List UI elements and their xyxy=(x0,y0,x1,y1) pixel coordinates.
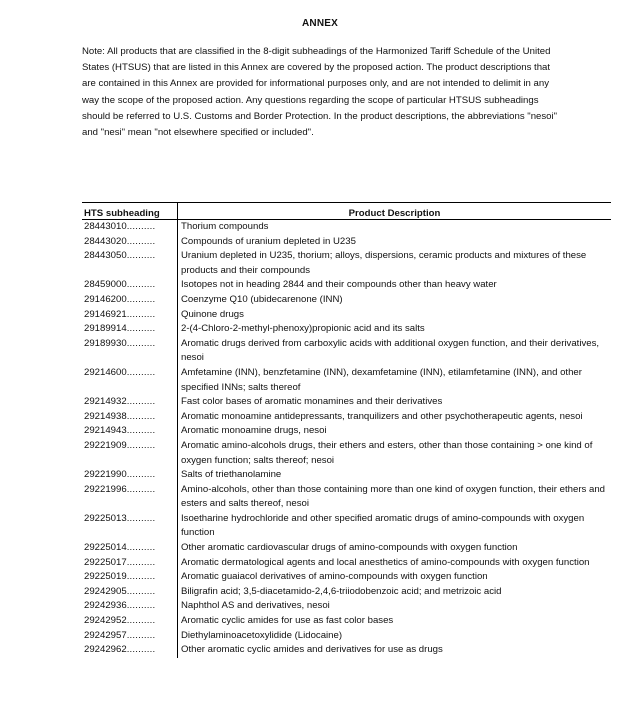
product-description: Aromatic cyclic amides for use as fast color bases xyxy=(181,615,394,627)
hts-code: 29221909 xyxy=(84,439,127,451)
hts-code: 29214943 xyxy=(84,425,127,437)
table-row xyxy=(82,599,611,614)
hts-code-cell xyxy=(82,337,178,366)
leader-dots: .......... xyxy=(126,542,156,554)
hts-code-cell xyxy=(82,395,178,410)
leader-dots: .......... xyxy=(126,469,156,481)
product-description: Diethylaminoacetoxylidide (Lidocaine) xyxy=(181,629,343,641)
table-row xyxy=(82,468,611,483)
product-description: Uranium depleted in U235, thorium; alloys, dispersions, ceramic products and mixtures of these products and their compounds xyxy=(181,250,587,276)
product-description: Thorium compounds xyxy=(181,221,269,232)
product-description: Isoetharine hydrochloride and other specified aromatic drugs of amino-compounds with oxygen function xyxy=(181,512,585,539)
table-row xyxy=(82,395,611,410)
leader-dots: .......... xyxy=(126,293,156,305)
hts-code-cell xyxy=(82,629,178,644)
table-row xyxy=(82,410,611,425)
table-row xyxy=(82,541,611,556)
hts-code: 28443050 xyxy=(84,250,127,262)
product-description: Amfetamine (INN), benzfetamine (INN), dexamfetamine (INN), etilamfetamine (INN), and other specified INNs; salts thereof xyxy=(181,366,582,393)
product-description: Quinone drugs xyxy=(181,308,244,320)
hts-code: 29225019 xyxy=(84,571,127,583)
hts-code: 29221996 xyxy=(84,483,127,495)
table-row xyxy=(82,278,611,293)
leader-dots: .......... xyxy=(126,629,156,641)
product-description: Biligrafin acid; 3,5-diacetamido-2,4,6-triiodobenzoic acid; and metrizoic acid xyxy=(181,585,502,597)
hts-code-cell xyxy=(82,322,178,337)
leader-dots: .......... xyxy=(126,439,156,451)
hts-code: 29242936 xyxy=(84,600,127,612)
hts-code-cell xyxy=(82,541,178,556)
table-row xyxy=(82,235,611,250)
leader-dots: .......... xyxy=(126,512,156,524)
hts-code-cell xyxy=(82,643,178,658)
product-description: Compounds of uranium depleted in U235 xyxy=(181,235,356,247)
table-row xyxy=(82,337,611,366)
hts-code-cell xyxy=(82,585,178,600)
table-row xyxy=(82,249,611,278)
header-hts-subheading: HTS subheading xyxy=(82,203,178,220)
leader-dots: .......... xyxy=(126,410,156,422)
hts-code: 29242952 xyxy=(84,615,127,627)
product-description: Amino-alcohols, other than those containing more than one kind of oxygen function, their ethers and esters and salts thereof, nesoi xyxy=(181,483,605,510)
leader-dots: .......... xyxy=(126,600,156,612)
hts-code: 29189914 xyxy=(84,323,127,335)
hts-table xyxy=(82,202,611,658)
hts-code-cell xyxy=(82,570,178,585)
table-body xyxy=(82,220,611,658)
leader-dots: .......... xyxy=(126,279,156,291)
product-description: Naphthol AS and derivatives, nesoi xyxy=(181,600,330,612)
table-row xyxy=(82,483,611,512)
hts-code-cell xyxy=(82,293,178,308)
table-row xyxy=(82,308,611,323)
table-row xyxy=(82,585,611,600)
annex-title: ANNEX xyxy=(301,18,338,29)
hts-code: 29225014 xyxy=(84,542,127,554)
hts-code-cell xyxy=(82,410,178,425)
leader-dots: .......... xyxy=(126,615,156,627)
leader-dots: .......... xyxy=(126,308,156,320)
hts-code: 29242957 xyxy=(84,629,127,641)
product-description: Aromatic monoamine drugs, nesoi xyxy=(181,425,327,437)
table-header-row xyxy=(82,203,611,220)
product-description: Other aromatic cardiovascular drugs of amino-compounds with oxygen function xyxy=(181,542,518,554)
leader-dots: .......... xyxy=(126,556,156,568)
leader-dots: .......... xyxy=(126,571,156,583)
hts-code-cell xyxy=(82,308,178,323)
leader-dots: .......... xyxy=(126,425,156,437)
hts-code: 29146921 xyxy=(84,308,127,320)
hts-code-cell xyxy=(82,468,178,483)
hts-code: 29242962 xyxy=(84,644,127,656)
table-row xyxy=(82,322,611,337)
product-description: Aromatic guaiacol derivatives of amino-compounds with oxygen function xyxy=(181,571,488,583)
table-row xyxy=(82,512,611,541)
table-row xyxy=(82,614,611,629)
hts-code: 28443010 xyxy=(84,221,127,232)
product-description: Salts of triethanolamine xyxy=(181,469,282,481)
table-row xyxy=(82,366,611,395)
hts-code-cell xyxy=(82,249,178,278)
table-row xyxy=(82,293,611,308)
product-description: 2-(4-Chloro-2-methyl-phenoxy)propionic acid and its salts xyxy=(181,323,425,335)
hts-code-cell xyxy=(82,366,178,395)
hts-code: 29146200 xyxy=(84,293,127,305)
product-description: Coenzyme Q10 (ubidecarenone (INN) xyxy=(181,293,343,305)
leader-dots: .......... xyxy=(126,221,156,232)
hts-code-cell xyxy=(82,599,178,614)
table-row xyxy=(82,570,611,585)
hts-code: 28459000 xyxy=(84,279,127,291)
table-row xyxy=(82,629,611,644)
table-row xyxy=(82,439,611,468)
hts-code: 29189930 xyxy=(84,337,127,349)
hts-code: 29214932 xyxy=(84,396,127,408)
leader-dots: .......... xyxy=(126,323,156,335)
leader-dots: .......... xyxy=(126,250,156,262)
hts-code-cell xyxy=(82,235,178,250)
hts-code: 29242905 xyxy=(84,585,127,597)
hts-code-cell xyxy=(82,512,178,541)
hts-code-cell xyxy=(82,483,178,512)
product-description: Aromatic dermatological agents and local anesthetics of amino-compounds with oxygen function xyxy=(181,556,590,568)
hts-code: 28443020 xyxy=(84,235,127,247)
annex-note xyxy=(82,44,562,141)
hts-code: 29225017 xyxy=(84,556,127,568)
table-row xyxy=(82,643,611,658)
leader-dots: .......... xyxy=(126,585,156,597)
hts-code-cell xyxy=(82,278,178,293)
product-description: Isotopes not in heading 2844 and their compounds other than heavy water xyxy=(181,279,497,291)
product-description: Fast color bases of aromatic monamines and their derivatives xyxy=(181,396,443,408)
leader-dots: .......... xyxy=(126,483,156,495)
hts-code: 29221990 xyxy=(84,469,127,481)
hts-code-cell xyxy=(82,614,178,629)
product-description: Other aromatic cyclic amides and derivatives for use as drugs xyxy=(181,644,443,656)
hts-code: 29225013 xyxy=(84,512,127,524)
leader-dots: .......... xyxy=(126,396,156,408)
table-row xyxy=(82,424,611,439)
header-product-description: Product Description xyxy=(178,203,612,220)
leader-dots: .......... xyxy=(126,644,156,656)
note-text: Note: All products that are classified in the 8-digit subheadings of the Harmonized Tariff Schedule of the United States (HTSUS) that are listed in this Annex are covered by the proposed action. The product descriptions that are contained in this Annex are provided for informational purposes only, and are not intended to delimit in any way the scope of the proposed action. Any questions regarding the scope of particular HTSUS subheadings should be referred to U.S. Customs and Border Protection. In the product descriptions, the abbreviations "nesoi" and "nesi" mean "not elsewhere specified or included". xyxy=(82,46,558,139)
product-description: Aromatic monoamine antidepressants, tranquilizers and other psychotherapeutic agents, nesoi xyxy=(181,410,583,422)
leader-dots: .......... xyxy=(126,366,156,378)
table-row xyxy=(82,556,611,571)
leader-dots: .......... xyxy=(126,235,156,247)
leader-dots: .......... xyxy=(126,337,156,349)
product-description: Aromatic amino-alcohols drugs, their ethers and esters, other than those containing > one kind of oxygen function; salts thereof; nesoi xyxy=(181,439,593,466)
hts-code-cell xyxy=(82,424,178,439)
hts-code-cell xyxy=(82,220,178,235)
table-row xyxy=(82,220,611,235)
product-description: Aromatic drugs derived from carboxylic acids with additional oxygen function, and their derivatives, nesoi xyxy=(181,337,600,364)
hts-code: 29214938 xyxy=(84,410,127,422)
hts-code: 29214600 xyxy=(84,366,127,378)
hts-code-cell xyxy=(82,439,178,468)
hts-code-cell xyxy=(82,556,178,571)
